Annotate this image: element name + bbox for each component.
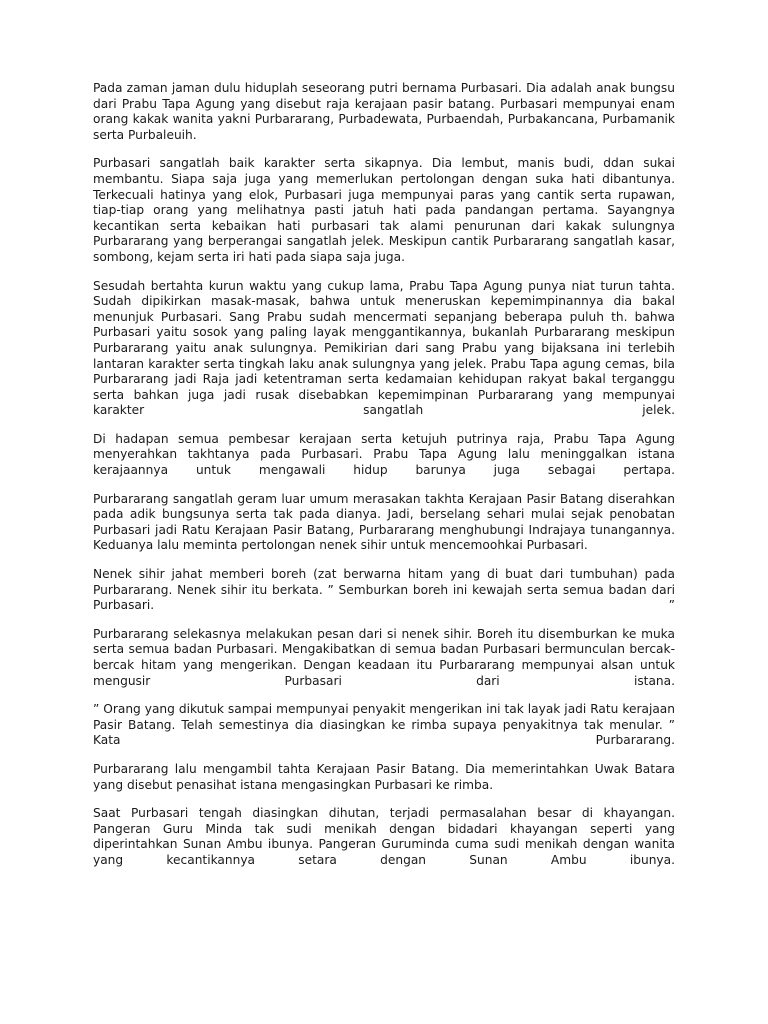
paragraph-7: Purbararang selekasnya melakukan pesan dari si nenek sihir. Boreh itu disemburkan ke muka serta semua badan Purbasari. Mengakibatkan di semua badan Purbasari bermunculan bercak-bercak hitam yang mengerikan. Dengan keadaan itu Purbararang mempunyai alsan untuk mengusir Purbasari dari istana. (93, 626, 675, 688)
paragraph-10: Saat Purbasari tengah diasingkan dihutan, terjadi permasalahan besar di khayangan. Pangeran Guru Minda tak sudi menikah dengan bidadari khayangan seperti yang diperintahkan Sunan Ambu ibunya. Pangeran Guruminda cuma sudi menikah dengan wanita yang kecantikannya setara dengan Sunan Ambu ibunya. (93, 806, 675, 867)
paragraph-3: Sesudah bertahta kurun waktu yang cukup lama, Prabu Tapa Agung punya niat turun tahta. Sudah dipikirkan masak-masak, bahwa untuk meneruskan kepemimpinannya dia bakal menunjuk Purbasari. Sang Prabu sudah mencermati sepanjang beberapa puluh th. bahwa Purbasari yaitu sosok yang paling layak menggantikannya, bukanlah Purbararang meskipun Purbararang yaitu anak sulungnya. Pemikirian dari sang Prabu yang bijaksana ini terlebih lantaran karakter serta tingkah laku anak sulungnya yang jelek. Prabu Tapa agung cemas, bila Purbararang jadi Raja jadi ketentraman serta kedamaian kehidupan rakyat bakal terganggu serta bahkan juga jadi rusak disebabkan kepemimpinan Purbararang yang mempunyai karakter sangatlah jelek. (93, 278, 675, 418)
paragraph-6: Nenek sihir jahat memberi boreh (zat berwarna hitam yang di buat dari tumbuhan) pada Purbararang. Nenek sihir itu berkata. ” Semburkan boreh ini kewajah serta semua badan dari Purbasari. ” (93, 567, 675, 613)
paragraph-4: Di hadapan semua pembesar kerajaan serta ketujuh putrinya raja, Prabu Tapa Agung menyerahkan takhtanya pada Purbasari. Prabu Tapa Agung lalu meninggalkan istana kerajaannya untuk mengawali hidup barunya juga sebagai pertapa. (93, 431, 675, 478)
document-page (93, 81, 675, 882)
paragraph-2: Purbasari sangatlah baik karakter serta sikapnya. Dia lembut, manis budi, ddan sukai membantu. Siapa saja juga yang memerlukan pertolongan dengan suka hati dibantunya. Terkecuali hatinya yang elok, Purbasari juga mempunyai paras yang cantik serta rupawan, tiap-tiap orang yang melihatnya pasti jatuh hati pada pandangan pertama. Sayangnya kecantikan serta kebaikan hati purbasari tak alami penurunan dari kakak sulungnya Purbararang yang berperangai sangatlah jelek. Meskipun cantik Purbararang sangatlah kasar, sombong, kejam serta iri hati pada siapa saja juga. (93, 156, 675, 264)
paragraph-9: Purbararang lalu mengambil tahta Kerajaan Pasir Batang. Dia memerintahkan Uwak Batara yang disebut penasihat istana mengasingkan Purbasari ke rimba. (93, 761, 675, 792)
paragraph-1: Pada zaman jaman dulu hiduplah seseorang putri bernama Purbasari. Dia adalah anak bungsu dari Prabu Tapa Agung yang disebut raja kerajaan pasir batang. Purbasari mempunyai enam orang kakak wanita yakni Purbararang, Purbadewata, Purbaendah, Purbakancana, Purbamanik serta Purbaleuih. (93, 81, 675, 142)
paragraph-5: Purbararang sangatlah geram luar umum merasakan takhta Kerajaan Pasir Batang diserahkan pada adik bungsunya serta tak pada dianya. Jadi, berselang sehari mulai sejak penobatan Purbasari jadi Ratu Kerajaan Pasir Batang, Purbararang menghubungi Indrajaya tunangannya. Keduanya lalu meminta pertolongan nenek sihir untuk mencemoohkai Purbasari. (93, 491, 675, 553)
paragraph-8: ” Orang yang dikutuk sampai mempunyai penyakit mengerikan ini tak layak jadi Ratu kerajaan Pasir Batang. Telah semestinya dia diasingkan ke rimba supaya penyakitnya tak menular. ” Kata Purbararang. (93, 702, 675, 748)
